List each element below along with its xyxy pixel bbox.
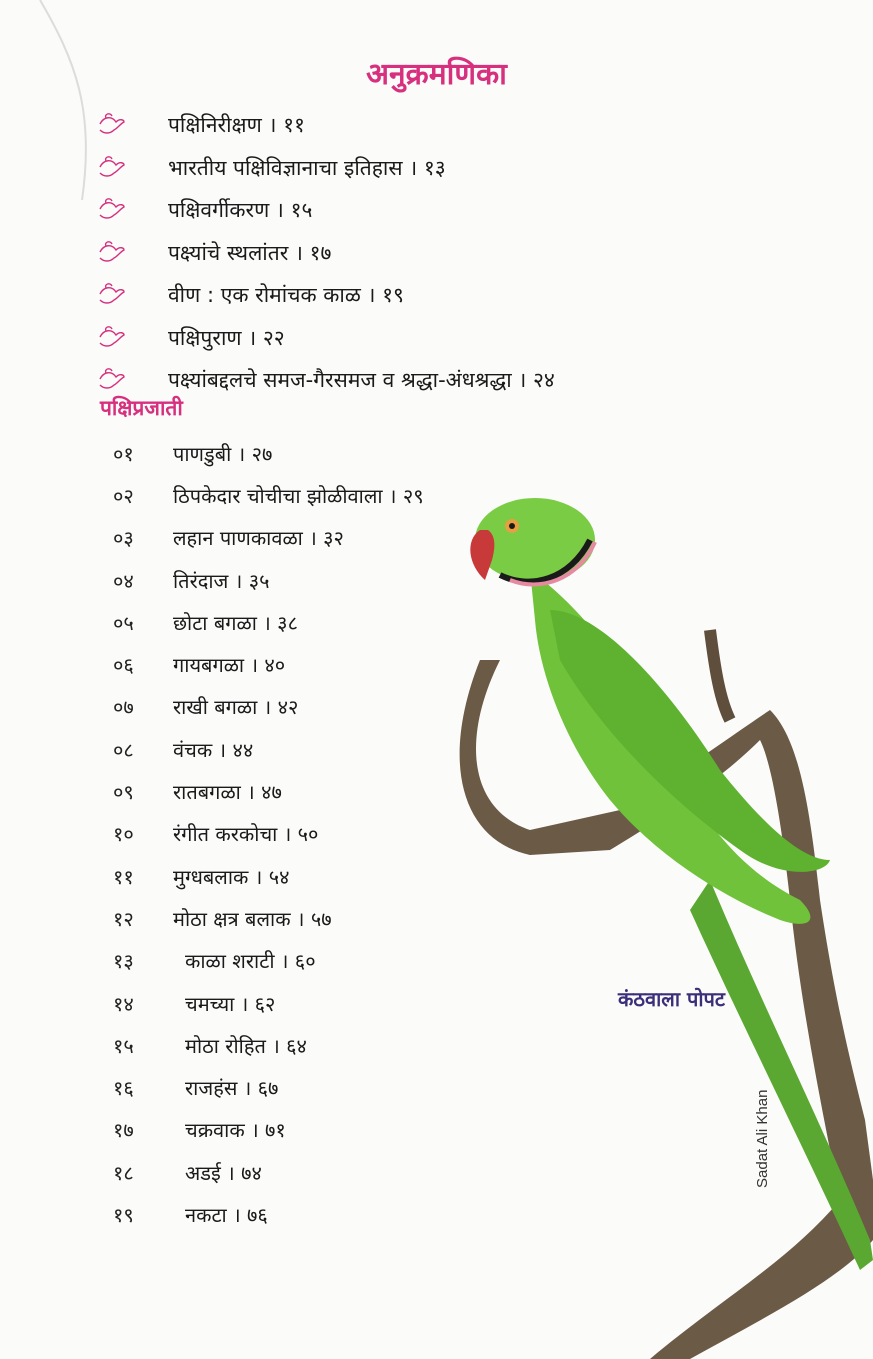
toc-item-label: वीण : एक रोमांचक काळ । १९ [168,283,404,308]
species-number: १८ [113,1160,134,1185]
species-label: रातबगळा । ४७ [173,780,282,805]
toc-item-label: पक्षिपुराण । २२ [168,325,285,350]
intro-list [96,104,736,402]
species-label: नकटा । ७६ [185,1202,268,1227]
bird-bullet-icon [96,325,126,351]
toc-item-label: पक्ष्यांबद्दलचे समज-गैरसमज व श्रद्धा-अंधश्रद्धा । २४ [168,368,555,393]
species-label: चमच्या । ६२ [185,991,276,1016]
toc-item [96,147,736,190]
toc-item [96,317,736,360]
species-label: वंचक । ४४ [173,737,254,762]
species-number: ०४ [113,568,134,593]
species-label: रंगीत करकोचा । ५० [173,822,319,847]
toc-item-label: पक्षिवर्गीकरण । १५ [168,198,313,223]
toc-item [96,232,736,275]
species-number: १० [113,822,134,847]
species-label: तिरंदाज । ३५ [173,568,270,593]
parrot-photo [440,480,873,1359]
species-number: ०७ [113,695,134,720]
bird-bullet-icon [96,112,126,138]
species-number: १५ [113,1033,134,1058]
page-title: अनुक्रमणिका [366,57,507,92]
bird-bullet-icon [96,240,126,266]
section-heading: पक्षिप्रजाती [100,396,183,420]
species-number: ०६ [113,653,134,678]
branch-twig [710,630,730,720]
toc-item [96,104,736,147]
species-number: १३ [113,949,134,974]
bird-bullet-icon [96,282,126,308]
toc-item [96,274,736,317]
toc-item [96,189,736,232]
toc-item [96,359,736,402]
bird-bullet-icon [96,197,126,223]
toc-item-label: पक्षिनिरीक्षण । ११ [168,113,305,138]
species-number: ०८ [113,737,134,762]
toc-item-label: भारतीय पक्षिविज्ञानाचा इतिहास । १३ [168,155,446,180]
species-number: ११ [113,864,134,889]
photo-caption: कंठवाला पोपट [618,987,725,1011]
species-label: लहान पाणकावळा । ३२ [173,526,344,551]
species-label: मोठा क्षत्र बलाक । ५७ [173,906,332,931]
species-label: गायबगळा । ४० [173,653,286,678]
species-label: छोटा बगळा । ३८ [173,610,298,635]
species-number: ०२ [113,483,134,508]
species-label: काळा शराटी । ६० [185,949,316,974]
toc-item-label: पक्ष्यांचे स्थलांतर । १७ [168,240,332,265]
parrot-beak [470,530,494,580]
photo-credit: Sadat Ali Khan [754,1089,771,1188]
species-label: चक्रवाक । ७१ [185,1118,286,1143]
species-number: ०३ [113,526,134,551]
bird-bullet-icon [96,367,126,393]
species-number: ०९ [113,780,134,805]
species-item [113,432,593,474]
species-label: ठिपकेदार चोचीचा झोळीवाला । २९ [173,483,424,508]
species-number: १९ [113,1202,134,1227]
bird-bullet-icon [96,155,126,181]
species-label: पाणडुबी । २७ [173,441,273,466]
species-label: राजहंस । ६७ [185,1076,279,1101]
species-label: राखी बगळा । ४२ [173,695,299,720]
species-number: १६ [113,1076,134,1101]
species-number: १७ [113,1118,134,1143]
species-number: ०१ [113,441,134,466]
species-label: मोठा रोहित । ६४ [185,1033,307,1058]
species-number: १४ [113,991,134,1016]
species-number: ०५ [113,610,134,635]
species-number: १२ [113,906,134,931]
species-label: अडई । ७४ [185,1160,262,1185]
species-label: मुग्धबलाक । ५४ [173,864,290,889]
